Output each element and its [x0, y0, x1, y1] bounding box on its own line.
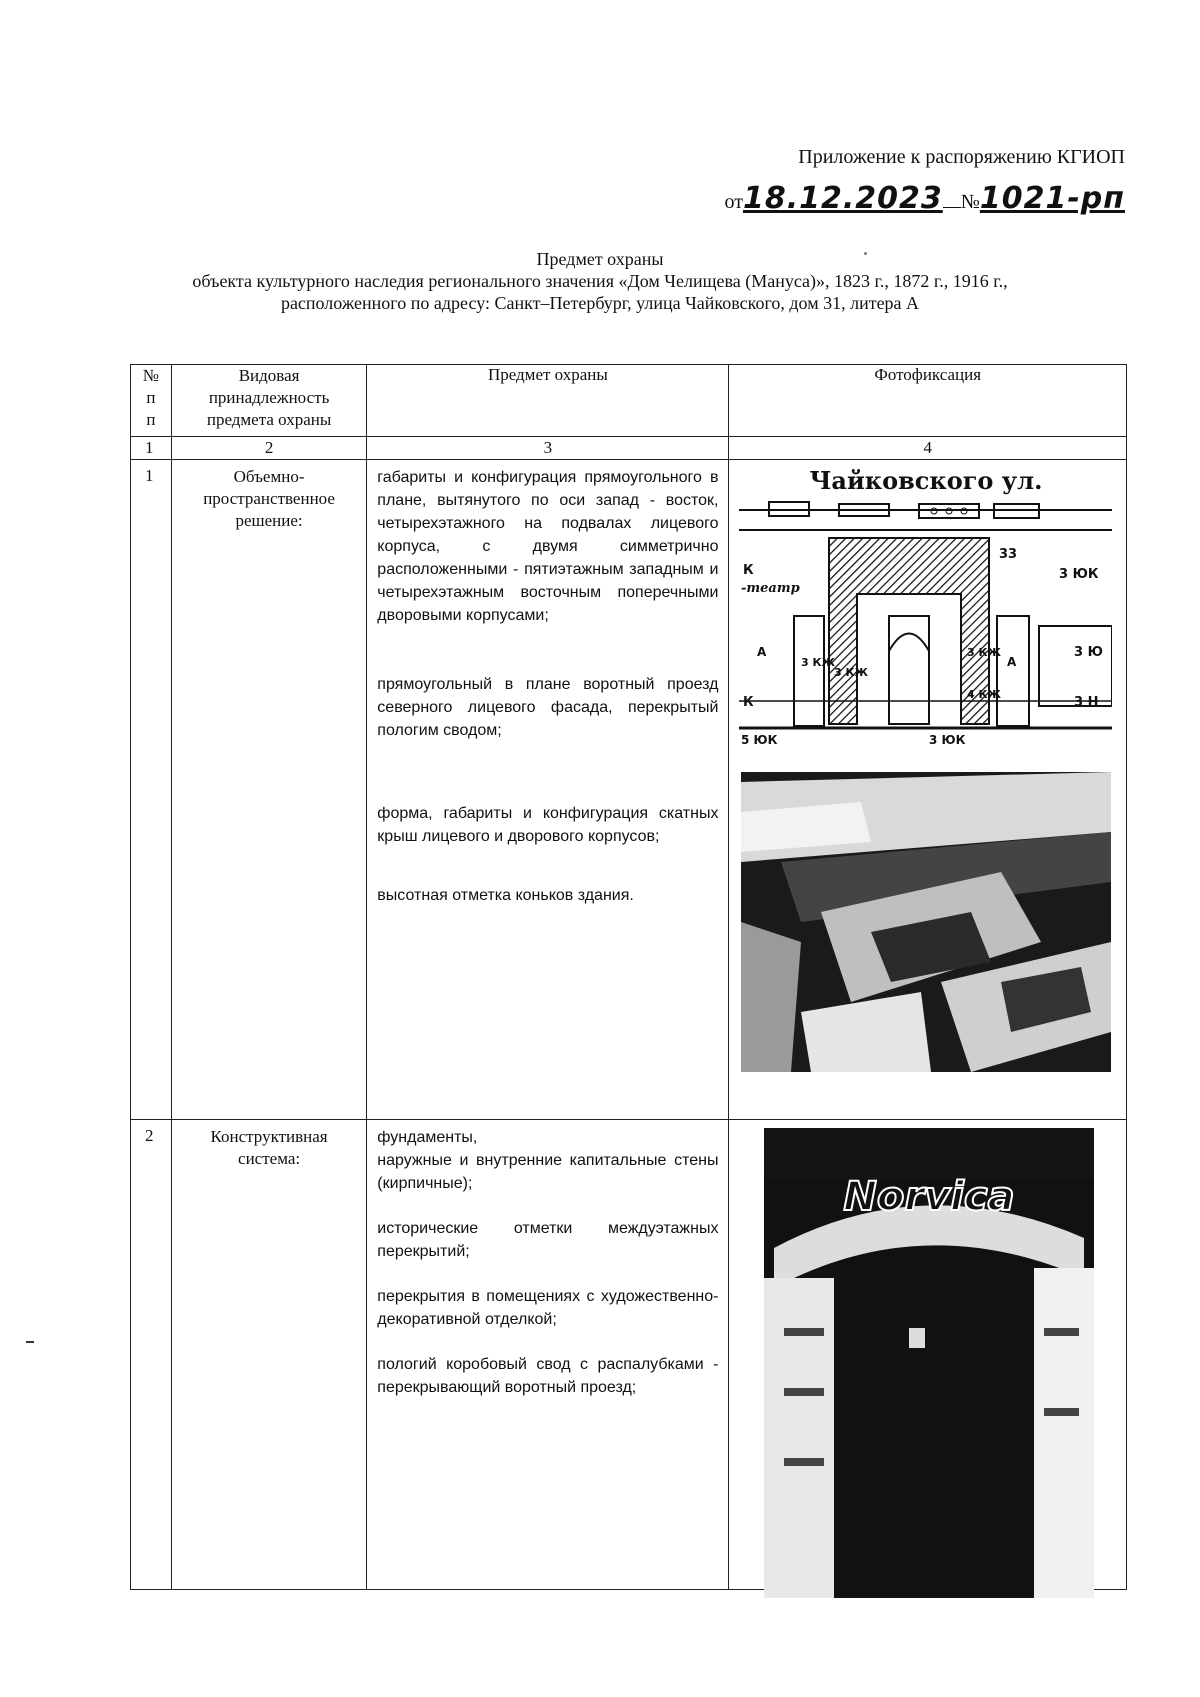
number-prefix: № [960, 191, 980, 213]
map-label: 3 КЖ [801, 656, 836, 669]
row-photos [729, 460, 1127, 1120]
map-label: 3 Н [1074, 695, 1099, 710]
title-line-2: объекта культурного наследия регионального значения «Дом Челищева (Мануса)», 1823 г., 1872 г., 1916 г., [192, 271, 1008, 291]
subject-item: высотная отметка коньков здания. [377, 887, 634, 904]
subject-item: исторические отметки междуэтажных перекрытий; [377, 1220, 719, 1260]
map-label: 3 КЖ [967, 646, 1002, 659]
row-photos [729, 1120, 1127, 1590]
row-kind: Объемно- пространственное решение: [171, 460, 366, 1120]
subject-item: форма, габариты и конфигурация скатных крыш лицевого и дворового корпусов; [377, 805, 719, 845]
map-street-title: Чайковского ул. [809, 466, 1043, 495]
row-number: 2 [131, 1120, 172, 1590]
col-number-2: 2 [171, 437, 366, 460]
row-subject [367, 460, 729, 1120]
subject-item: габариты и конфигурация прямоугольного в плане, вытянутого по оси запад - восток, четырехэтажного на подвалах лицевого корпуса, с двумя симметрично расположенными - пятиэтажным западным и четырехэтажным восточным поперечными дворовыми корпусами; [377, 469, 719, 624]
subject-item: наружные и внутренние капитальные стены (кирпичные); [377, 1152, 719, 1192]
col-number-3: 3 [367, 437, 729, 460]
subject-item: фундаменты, [377, 1129, 478, 1146]
map-label: 3 КЖ [834, 666, 869, 679]
column-number-row [131, 437, 1127, 460]
appendix-header [724, 146, 1125, 216]
gateway-photo [764, 1128, 1094, 1598]
subject-item: перекрытия в помещениях с художественно-декоративной отделкой; [377, 1288, 719, 1328]
shop-sign-text: Norvica [843, 1174, 1016, 1220]
header-photo: Фотофиксация [729, 365, 1127, 437]
subject-item: пологий коробовый свод с распалубками - перекрывающий воротный проезд; [377, 1356, 719, 1396]
table-row [131, 1120, 1127, 1590]
map-label: -театр [741, 581, 801, 596]
table-row [131, 460, 1127, 1120]
header-kind: Видовая принадлежность предмета охраны [171, 365, 366, 437]
scan-mark [26, 1341, 34, 1343]
map-label: 3 ЮК [929, 733, 966, 746]
map-label: 4 КЖ [967, 688, 1002, 701]
document-title [0, 248, 1200, 314]
aerial-photo [741, 772, 1111, 1072]
subject-item: прямоугольный в плане воротный проезд северного лицевого фасада, перекрытый пологим сводом; [377, 676, 719, 739]
appendix-line: Приложение к распоряжению КГИОП [798, 146, 1125, 168]
date-prefix: от [724, 191, 743, 213]
map-label: К [743, 563, 755, 578]
map-label: 3 Ю [1074, 645, 1104, 660]
col-number-1: 1 [131, 437, 172, 460]
col-number-4: 4 [729, 437, 1127, 460]
map-label: 5 ЮК [741, 733, 778, 746]
map-label: 3 ЮК [1059, 567, 1099, 582]
handwritten-number: 1021-рп [979, 181, 1125, 216]
header-num: № п п [131, 365, 172, 437]
title-line-3: расположенного по адресу: Санкт–Петербург, улица Чайковского, дом 31, литера А [280, 293, 920, 313]
table-header-row [131, 365, 1127, 437]
handwritten-date: 18.12.2023 [742, 181, 943, 216]
protection-subject-table [130, 364, 1127, 1590]
map-label: 33 [999, 547, 1018, 562]
row-number: 1 [131, 460, 172, 1120]
map-label: А [757, 645, 767, 659]
header-subject: Предмет охраны [367, 365, 729, 437]
site-plan-drawing [739, 466, 1112, 746]
site-plan-map [739, 466, 1112, 746]
order-date-number [724, 181, 1125, 216]
row-subject [367, 1120, 729, 1590]
map-label: К [743, 695, 755, 710]
title-line-1: Предмет охраны [536, 249, 664, 269]
row-kind: Конструктивная система: [171, 1120, 366, 1590]
map-label: А [1007, 655, 1017, 669]
